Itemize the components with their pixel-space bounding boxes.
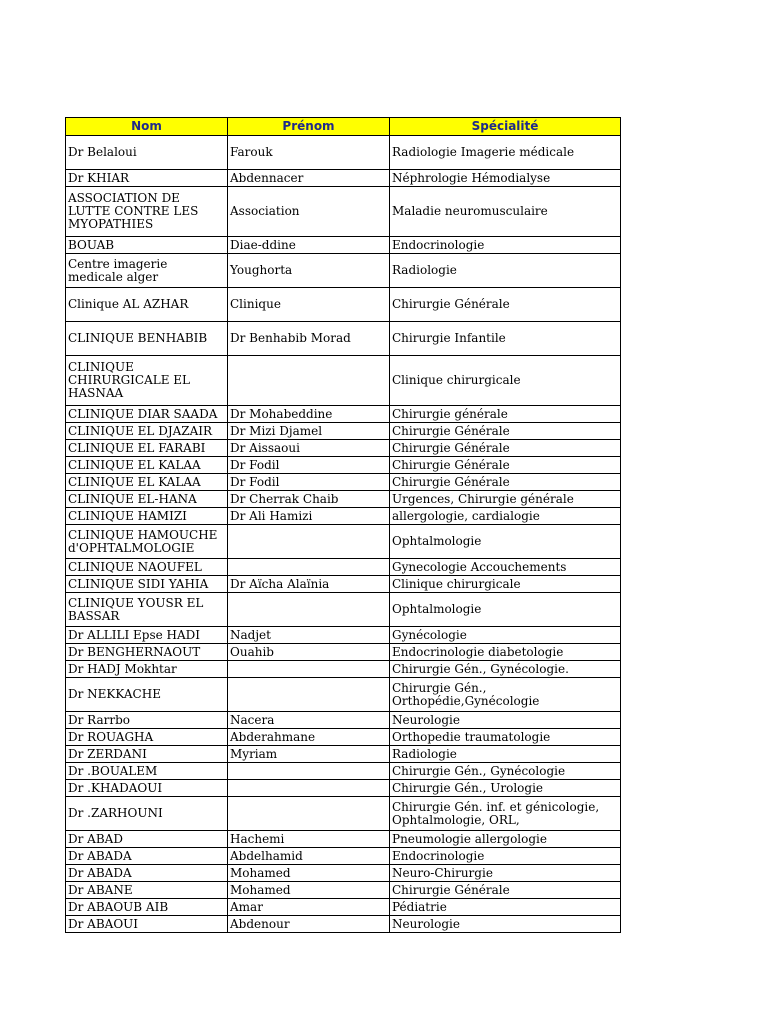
table-row xyxy=(66,916,621,933)
cell-prenom: Nadjet xyxy=(228,627,390,644)
cell-nom: CLINIQUE EL KALAA xyxy=(66,457,228,474)
table-row xyxy=(66,525,621,559)
cell-specialite: Chirurgie Gén., Gynécologie. xyxy=(390,661,621,678)
cell-specialite: Pneumologie allergologie xyxy=(390,831,621,848)
cell-specialite: Clinique chirurgicale xyxy=(390,356,621,406)
table-row xyxy=(66,746,621,763)
cell-prenom xyxy=(228,525,390,559)
cell-nom: CLINIQUE SIDI YAHIA xyxy=(66,576,228,593)
cell-prenom: Dr Benhabib Morad xyxy=(228,322,390,356)
cell-prenom: Dr Mohabeddine xyxy=(228,406,390,423)
table-row xyxy=(66,848,621,865)
cell-nom: CLINIQUE YOUSR EL BASSAR xyxy=(66,593,228,627)
cell-nom: Dr .BOUALEM xyxy=(66,763,228,780)
table-row xyxy=(66,406,621,423)
cell-prenom: Dr Cherrak Chaib xyxy=(228,491,390,508)
cell-specialite: Radiologie xyxy=(390,254,621,288)
cell-nom: CLINIQUE EL DJAZAIR xyxy=(66,423,228,440)
cell-nom: Dr ABAD xyxy=(66,831,228,848)
cell-specialite: Maladie neuromusculaire xyxy=(390,187,621,237)
cell-specialite: Chirurgie Générale xyxy=(390,440,621,457)
cell-specialite: Chirurgie générale xyxy=(390,406,621,423)
table-row xyxy=(66,644,621,661)
cell-prenom xyxy=(228,797,390,831)
cell-specialite: Chirurgie Générale xyxy=(390,474,621,491)
cell-prenom: Dr Aissaoui xyxy=(228,440,390,457)
cell-nom: ASSOCIATION DE LUTTE CONTRE LES MYOPATHIES xyxy=(66,187,228,237)
cell-specialite: Gynécologie xyxy=(390,627,621,644)
cell-prenom: Youghorta xyxy=(228,254,390,288)
header-row xyxy=(66,118,621,136)
cell-nom: CLINIQUE EL-HANA xyxy=(66,491,228,508)
table-row xyxy=(66,474,621,491)
specialists-table xyxy=(65,117,621,933)
cell-prenom: Dr Mizi Djamel xyxy=(228,423,390,440)
table-row xyxy=(66,831,621,848)
cell-prenom xyxy=(228,559,390,576)
table-row xyxy=(66,170,621,187)
cell-nom: CLINIQUE BENHABIB xyxy=(66,322,228,356)
table-row xyxy=(66,559,621,576)
cell-prenom xyxy=(228,593,390,627)
table-row xyxy=(66,661,621,678)
cell-specialite: allergologie, cardialogie xyxy=(390,508,621,525)
cell-prenom xyxy=(228,763,390,780)
table-row xyxy=(66,712,621,729)
table-row xyxy=(66,254,621,288)
cell-specialite: Radiologie Imagerie médicale xyxy=(390,136,621,170)
cell-specialite: Ophtalmologie xyxy=(390,593,621,627)
header-nom: Nom xyxy=(66,118,228,136)
cell-nom: Dr Rarrbo xyxy=(66,712,228,729)
cell-specialite: Chirurgie Infantile xyxy=(390,322,621,356)
cell-nom: Dr .ZARHOUNI xyxy=(66,797,228,831)
header-prenom: Prénom xyxy=(228,118,390,136)
cell-prenom xyxy=(228,780,390,797)
cell-specialite: Ophtalmologie xyxy=(390,525,621,559)
cell-specialite: Chirurgie Générale xyxy=(390,288,621,322)
cell-prenom: Abdelhamid xyxy=(228,848,390,865)
cell-prenom: Abdennacer xyxy=(228,170,390,187)
cell-specialite: Chirurgie Gén., Urologie xyxy=(390,780,621,797)
table-row xyxy=(66,508,621,525)
cell-nom: CLINIQUE HAMOUCHE d'OPHTALMOLOGIE xyxy=(66,525,228,559)
cell-prenom: Ouahib xyxy=(228,644,390,661)
cell-specialite: Clinique chirurgicale xyxy=(390,576,621,593)
cell-nom: CLINIQUE DIAR SAADA xyxy=(66,406,228,423)
cell-nom: Dr ABANE xyxy=(66,882,228,899)
cell-prenom: Nacera xyxy=(228,712,390,729)
table-row xyxy=(66,729,621,746)
cell-prenom: Clinique xyxy=(228,288,390,322)
table-row xyxy=(66,627,621,644)
table-row xyxy=(66,797,621,831)
cell-prenom: Diae-ddine xyxy=(228,237,390,254)
cell-prenom: Mohamed xyxy=(228,865,390,882)
cell-nom: Dr ROUAGHA xyxy=(66,729,228,746)
cell-nom: CLINIQUE CHIRURGICALE EL HASNAA xyxy=(66,356,228,406)
cell-specialite: Pédiatrie xyxy=(390,899,621,916)
cell-prenom: Abdenour xyxy=(228,916,390,933)
table-row xyxy=(66,882,621,899)
cell-specialite: Endocrinologie diabetologie xyxy=(390,644,621,661)
cell-nom: CLINIQUE NAOUFEL xyxy=(66,559,228,576)
table-row xyxy=(66,780,621,797)
cell-nom: CLINIQUE EL FARABI xyxy=(66,440,228,457)
cell-nom: BOUAB xyxy=(66,237,228,254)
cell-prenom: Farouk xyxy=(228,136,390,170)
cell-prenom: Mohamed xyxy=(228,882,390,899)
cell-prenom: Dr Aïcha Alaïnia xyxy=(228,576,390,593)
table-row xyxy=(66,457,621,474)
cell-nom: Dr ABAOUI xyxy=(66,916,228,933)
cell-prenom: Amar xyxy=(228,899,390,916)
cell-prenom xyxy=(228,356,390,406)
cell-nom: Dr ABADA xyxy=(66,848,228,865)
table-row xyxy=(66,440,621,457)
cell-nom: CLINIQUE EL KALAA xyxy=(66,474,228,491)
cell-specialite: Urgences, Chirurgie générale xyxy=(390,491,621,508)
table-row xyxy=(66,423,621,440)
cell-specialite: Chirurgie Gén. inf. et génicologie, Ophtalmologie, ORL, xyxy=(390,797,621,831)
cell-prenom: Dr Ali Hamizi xyxy=(228,508,390,525)
cell-nom: Dr ABAOUB AIB xyxy=(66,899,228,916)
cell-nom: Dr KHIAR xyxy=(66,170,228,187)
cell-specialite: Chirurgie Générale xyxy=(390,457,621,474)
cell-prenom xyxy=(228,661,390,678)
cell-specialite: Neurologie xyxy=(390,916,621,933)
header-specialite: Spécialité xyxy=(390,118,621,136)
cell-specialite: Chirurgie Générale xyxy=(390,423,621,440)
table-row xyxy=(66,356,621,406)
table-row xyxy=(66,187,621,237)
cell-nom: Dr ALLILI Epse HADI xyxy=(66,627,228,644)
cell-specialite: Orthopedie traumatologie xyxy=(390,729,621,746)
cell-prenom: Abderahmane xyxy=(228,729,390,746)
cell-specialite: Neurologie xyxy=(390,712,621,729)
cell-nom: Dr .KHADAOUI xyxy=(66,780,228,797)
cell-prenom: Dr Fodil xyxy=(228,457,390,474)
table-row xyxy=(66,576,621,593)
cell-nom: Dr ABADA xyxy=(66,865,228,882)
table-row xyxy=(66,763,621,780)
table-row xyxy=(66,237,621,254)
cell-nom: Dr Belaloui xyxy=(66,136,228,170)
table-row xyxy=(66,865,621,882)
cell-specialite: Radiologie xyxy=(390,746,621,763)
cell-specialite: Gynecologie Accouchements xyxy=(390,559,621,576)
cell-prenom: Hachemi xyxy=(228,831,390,848)
cell-specialite: Chirurgie Générale xyxy=(390,882,621,899)
cell-nom: Dr HADJ Mokhtar xyxy=(66,661,228,678)
cell-specialite: Neuro-Chirurgie xyxy=(390,865,621,882)
table-row xyxy=(66,322,621,356)
cell-specialite: Endocrinologie xyxy=(390,848,621,865)
table-row xyxy=(66,288,621,322)
cell-nom: Clinique AL AZHAR xyxy=(66,288,228,322)
cell-prenom: Association xyxy=(228,187,390,237)
cell-nom: Dr NEKKACHE xyxy=(66,678,228,712)
table-row xyxy=(66,593,621,627)
table-row xyxy=(66,136,621,170)
cell-nom: Dr BENGHERNAOUT xyxy=(66,644,228,661)
cell-specialite: Chirurgie Gén., Orthopédie,Gynécologie xyxy=(390,678,621,712)
cell-specialite: Endocrinologie xyxy=(390,237,621,254)
cell-nom: Dr ZERDANI xyxy=(66,746,228,763)
cell-prenom: Myriam xyxy=(228,746,390,763)
cell-prenom: Dr Fodil xyxy=(228,474,390,491)
cell-specialite: Chirurgie Gén., Gynécologie xyxy=(390,763,621,780)
cell-nom: CLINIQUE HAMIZI xyxy=(66,508,228,525)
cell-nom: Centre imagerie medicale alger xyxy=(66,254,228,288)
table-row xyxy=(66,899,621,916)
table-row xyxy=(66,491,621,508)
cell-specialite: Néphrologie Hémodialyse xyxy=(390,170,621,187)
cell-prenom xyxy=(228,678,390,712)
table-row xyxy=(66,678,621,712)
